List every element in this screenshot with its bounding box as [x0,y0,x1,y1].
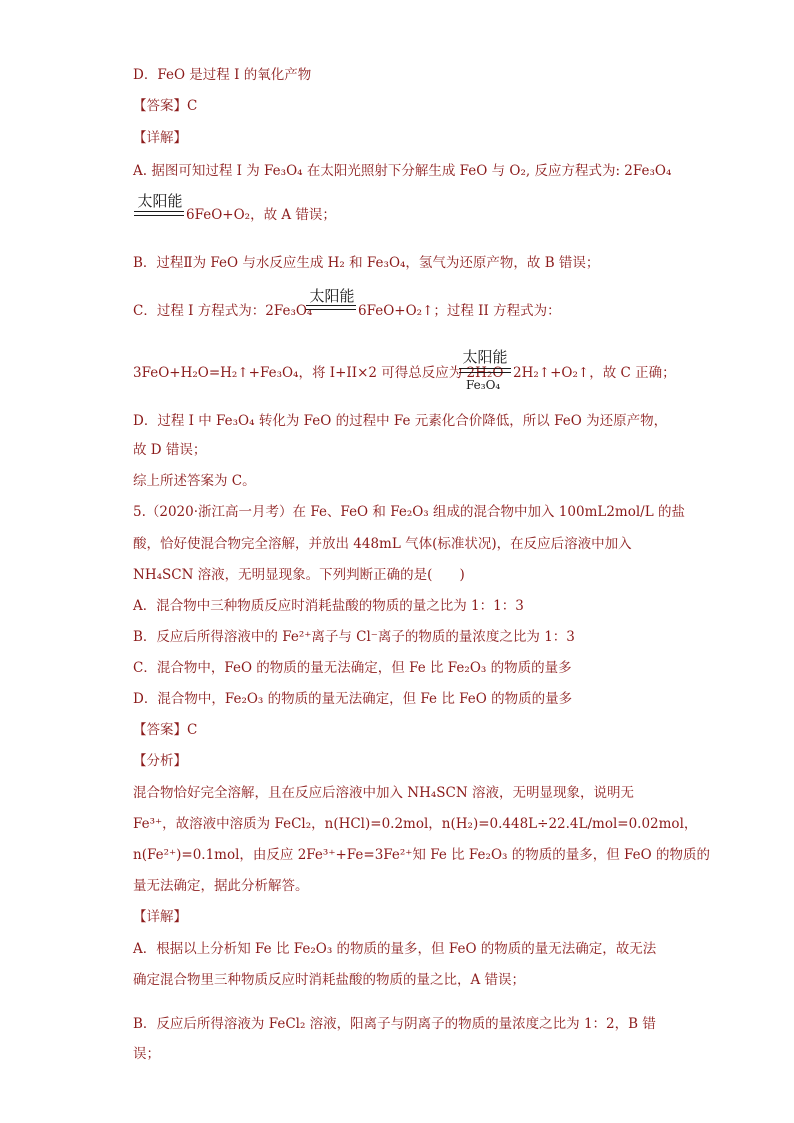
question-5-option-d: D．混合物中，Fe₂O₃ 的物质的量无法确定，但 Fe 比 FeO 的物质的量多 [133,691,573,707]
question-5-option-b: B．反应后所得溶液中的 Fe²⁺离子与 Cl⁻离子的物质的量浓度之比为 1：3 [133,629,575,645]
question-5-line3: NH₄SCN 溶液，无明显现象。下列判断正确的是( ) [133,567,465,583]
detail-label: 【详解】 [133,130,187,146]
explanation-b: B．过程Ⅱ为 FeO 与水反应生成 H₂ 和 Fe₃O₄，氢气为还原产物，故 B 错误； [133,255,600,271]
explanation-c-line2b: 2H₂↑+O₂↑，故 C 正确； [513,365,676,381]
detail-a-line2: 确定混合物里三种物质反应时消耗盐酸的物质的量之比，A 错误； [133,972,526,988]
explanation-a-line2: 6FeO+O₂，故 A 错误； [186,207,336,223]
analysis-label: 【分析】 [133,753,187,769]
explanation-c-line1b: 6FeO+O₂↑；过程 II 方程式为： [358,303,561,319]
answer-label: 【答案】C [133,98,198,114]
option-d-previous: D．FeO 是过程 I 的氧化产物 [133,67,312,83]
detail-b-line1: B．反应后所得溶液为 FeCl₂ 溶液，阳离子与阴离子的物质的量浓度之比为 1：2，B 错 [133,1016,656,1032]
analysis-line1: 混合物恰好完全溶解，且在反应后溶液中加入 NH₄SCN 溶液，无明显现象，说明无 [133,785,634,801]
equals-arrow [306,305,356,310]
question-5-option-a: A．混合物中三种物质反应时消耗盐酸的物质的量之比为 1：1：3 [133,598,524,614]
detail-b-line2: 误； [133,1046,160,1062]
explanation-c-line2a: 3FeO+H₂O=H₂↑+Fe₃O₄，将 I+II×2 可得总反应为 2H₂O [133,365,504,381]
reaction-condition: 太阳能 [462,348,508,366]
explanation-d-line1: D．过程 I 中 Fe₃O₄ 转化为 FeO 的过程中 Fe 元素化合价降低，所以 FeO 为还原产物， [133,413,668,429]
detail-label: 【详解】 [133,909,187,925]
analysis-line4: 量无法确定，据此分析解答。 [133,878,309,894]
reaction-catalyst: Fe₃O₄ [466,378,501,392]
question-5-line2: 酸，恰好使混合物完全溶解，并放出 448mL 气体(标准状况)，在反应后溶液中加入 [133,536,632,552]
equals-arrow [459,368,511,373]
reaction-condition: 太阳能 [137,192,183,210]
equals-arrow [134,211,184,216]
explanation-d-line2: 故 D 错误； [133,442,207,458]
reaction-condition: 太阳能 [309,287,355,305]
question-5-option-c: C．混合物中，FeO 的物质的量无法确定，但 Fe 比 Fe₂O₃ 的物质的量多 [133,660,572,676]
answer-label: 【答案】C [133,722,198,738]
analysis-line3: n(Fe²⁺)=0.1mol，由反应 2Fe³⁺+Fe=3Fe²⁺知 Fe 比 Fe₂O₃ 的物质的量多，但 FeO 的物质的 [133,847,710,863]
explanation-c-line1a: C．过程 I 方程式为：2Fe₃O₄ [133,303,313,319]
question-5-line1: 5.（2020·浙江高一月考）在 Fe、FeO 和 Fe₂O₃ 组成的混合物中加入 100mL2mol/L 的盐 [133,504,685,520]
explanation-a-line1: A. 据图可知过程 I 为 Fe₃O₄ 在太阳光照射下分解生成 FeO 与 O₂, 反应方程式为: 2Fe₃O₄ [133,163,672,179]
summary: 综上所述答案为 C。 [133,473,256,489]
detail-a-line1: A．根据以上分析知 Fe 比 Fe₂O₃ 的物质的量多，但 FeO 的物质的量无法确定，故无法 [133,941,657,957]
analysis-line2: Fe³⁺，故溶液中溶质为 FeCl₂，n(HCl)=0.2mol，n(H₂)=0.448L÷22.4L/mol=0.02mol， [133,816,698,832]
